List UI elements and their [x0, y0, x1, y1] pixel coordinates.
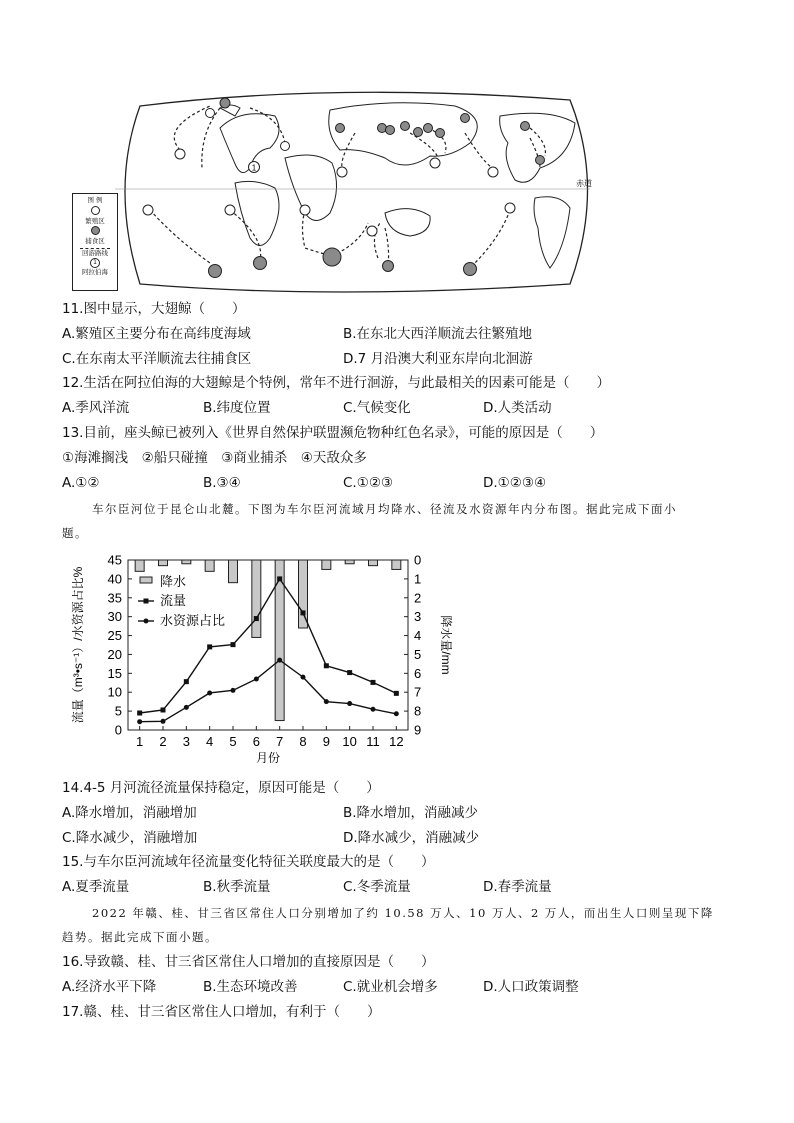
- legend-route: 回游路线: [82, 249, 108, 257]
- x-axis-tick-label: 6: [252, 734, 260, 749]
- precipitation-bar: [392, 560, 401, 569]
- q13-option-a[interactable]: A.①②: [62, 475, 100, 491]
- equator-label: 赤道: [576, 179, 592, 188]
- q14-option-a[interactable]: A.降水增加，消融增加: [62, 805, 197, 821]
- x-axis-tick-label: 2: [159, 734, 167, 749]
- right-axis-tick-label: 2: [414, 590, 422, 606]
- precipitation-bar: [205, 560, 214, 571]
- question-11-stem: 11.图中显示，大翅鲸（ ）: [62, 301, 246, 317]
- river-chart: [62, 548, 462, 776]
- flow-point: [324, 663, 329, 668]
- flow-point: [161, 707, 166, 712]
- q16-option-d[interactable]: D.人口政策调整: [483, 979, 579, 995]
- x-axis-tick-label: 10: [342, 734, 357, 749]
- left-axis-tick-label: 20: [107, 646, 122, 662]
- legend-title: 图 例: [87, 196, 103, 204]
- x-axis-tick-label: 1: [136, 734, 144, 749]
- x-axis-tick-label: 8: [299, 734, 307, 749]
- q12-option-c[interactable]: C.气候变化: [343, 400, 411, 416]
- intro-passage-2: [62, 901, 732, 949]
- precipitation-bar: [229, 560, 238, 583]
- breeding-area-icon: [91, 206, 100, 215]
- water-share-point: [371, 707, 376, 712]
- precipitation-bar: [345, 560, 354, 564]
- water-share-point: [277, 658, 282, 663]
- q12-option-d[interactable]: D.人类活动: [483, 400, 552, 416]
- water-share-point: [394, 711, 399, 716]
- whale-migration-map: [70, 88, 600, 294]
- legend-flow-label: 流量: [160, 593, 187, 608]
- question-17-stem: 17.赣、桂、甘三省区常住人口增加，有利于（ ）: [62, 1004, 381, 1020]
- precipitation-bar: [159, 560, 168, 566]
- flow-point: [254, 616, 259, 621]
- map-legend: [72, 193, 118, 291]
- left-axis-tick-label: 45: [107, 552, 122, 568]
- right-axis-tick-label: 8: [414, 703, 422, 719]
- flow-point: [231, 642, 236, 647]
- q13-option-b[interactable]: B.③④: [203, 475, 241, 491]
- water-share-point: [301, 675, 306, 680]
- right-axis-tick-label: 1: [414, 571, 422, 587]
- left-axis-tick-label: 35: [107, 590, 122, 606]
- x-axis-title: 月份: [255, 751, 281, 765]
- q15-option-d[interactable]: D.春季流量: [483, 879, 552, 895]
- question-12-stem: 12.生活在阿拉伯海的大翅鲸是个特例，常年不进行洄游，与此最相关的因素可能是（ ）: [62, 375, 610, 391]
- q14-option-b[interactable]: B.降水增加，消融减少: [343, 805, 479, 821]
- feeding-area-icon: [91, 226, 100, 235]
- legend-arabian-sea: 阿拉伯海: [82, 268, 108, 276]
- water-share-point: [184, 705, 189, 710]
- q15-option-b[interactable]: B.秋季流量: [203, 879, 271, 895]
- x-axis-tick-label: 11: [366, 734, 380, 749]
- x-axis-tick-label: 7: [276, 734, 284, 749]
- q16-option-b[interactable]: B.生态环境改善: [203, 979, 298, 995]
- precipitation-bar: [322, 560, 331, 569]
- q13-option-d[interactable]: D.①②③④: [483, 475, 547, 491]
- legend-marker-icon: 1: [90, 258, 100, 268]
- water-share-point: [324, 699, 329, 704]
- question-16-stem: 16.导致赣、桂、甘三省区常住人口增加的直接原因是（ ）: [62, 954, 435, 970]
- water-share-point: [254, 677, 259, 682]
- q12-option-a[interactable]: A.季风洋流: [62, 400, 130, 416]
- q16-option-a[interactable]: A.经济水平下降: [62, 979, 157, 995]
- legend-share-label: 水资源占比: [160, 613, 226, 628]
- water-share-point: [231, 688, 236, 693]
- water-share-point: [347, 701, 352, 706]
- x-axis-tick-label: 12: [389, 734, 404, 749]
- question-13-sub: ①海滩搁浅 ②船只碰撞 ③商业捕杀 ④天敌众多: [62, 450, 367, 466]
- q15-option-c[interactable]: C.冬季流量: [343, 879, 411, 895]
- precipitation-bar: [252, 560, 261, 637]
- precipitation-bar: [182, 560, 191, 564]
- q14-option-d[interactable]: D.降水减少，消融减少: [343, 830, 480, 846]
- right-axis-title: 降水量/mm: [439, 615, 453, 675]
- flow-point: [277, 576, 282, 581]
- flow-point: [207, 644, 212, 649]
- q11-option-c[interactable]: C.在东南太平洋顺流去往捕食区: [62, 351, 252, 367]
- arabian-sea-marker-number: 1: [251, 163, 257, 173]
- question-15-stem: 15.与车尔臣河流域年径流量变化特征关联度最大的是（ ）: [62, 854, 435, 870]
- water-share-point: [137, 719, 142, 724]
- flow-point: [137, 711, 142, 716]
- q15-option-a[interactable]: A.夏季流量: [62, 879, 130, 895]
- left-axis-tick-label: 25: [107, 628, 122, 644]
- right-axis-tick-label: 3: [414, 609, 422, 625]
- flow-point: [347, 670, 352, 675]
- right-axis-tick-label: 4: [414, 628, 422, 644]
- right-axis-tick-label: 6: [414, 665, 422, 681]
- flow-point: [394, 691, 399, 696]
- legend-precip-swatch: [140, 577, 152, 583]
- legend-breeding: 繁殖区: [85, 217, 105, 225]
- right-axis-tick-label: 5: [414, 646, 422, 662]
- right-axis-tick-label: 7: [414, 684, 422, 700]
- q13-option-c[interactable]: C.①②③: [343, 475, 394, 491]
- intro-2-line-2: 趋势。据此完成下面小题。: [62, 930, 218, 944]
- q11-option-d[interactable]: D.7 月沿澳大利亚东岸向北洄游: [343, 351, 533, 367]
- left-axis-tick-label: 15: [107, 665, 122, 681]
- q11-option-a[interactable]: A.繁殖区主要分布在高纬度海域: [62, 326, 251, 342]
- intro-1-line-1: 车尔臣河位于昆仑山北麓。下图为车尔臣河流域月均降水、径流及水资源年内分布图。据此完成下面小: [92, 502, 677, 516]
- q16-option-c[interactable]: C.就业机会增多: [343, 979, 438, 995]
- left-axis-tick-label: 0: [114, 722, 122, 738]
- flow-point: [184, 679, 189, 684]
- intro-1-line-2: 题。: [62, 526, 88, 540]
- x-axis-tick-label: 5: [229, 734, 237, 749]
- intro-2-line-1: 2022 年赣、桂、甘三省区常住人口分别增加了约 10.58 万人、10 万人、2 万人，而出生人口则呈现下降: [92, 906, 714, 920]
- question-13-stem: 13.目前，座头鲸已被列入《世界自然保护联盟濒危物种红色名录》，可能的原因是（ ）: [62, 425, 604, 441]
- q14-option-c[interactable]: C.降水减少，消融增加: [62, 830, 198, 846]
- left-axis-title: 流量（m³•s⁻¹）/水资源占比%: [71, 566, 85, 724]
- x-axis-tick-label: 9: [322, 734, 330, 749]
- right-axis-tick-label: 0: [414, 552, 422, 568]
- water-share-point: [207, 690, 212, 695]
- x-axis-tick-label: 3: [182, 734, 190, 749]
- precipitation-bar: [135, 560, 144, 571]
- water-share-point: [161, 719, 166, 724]
- left-axis-tick-label: 5: [114, 703, 122, 719]
- legend-flow-marker: [144, 599, 149, 604]
- q12-option-b[interactable]: B.纬度位置: [203, 400, 271, 416]
- river-chart-svg: [62, 548, 462, 776]
- left-axis-tick-label: 30: [107, 609, 122, 625]
- right-axis-tick-label: 9: [414, 722, 422, 738]
- precipitation-bar: [299, 560, 308, 628]
- x-axis-tick-label: 4: [206, 734, 214, 749]
- left-axis-tick-label: 40: [107, 571, 122, 587]
- flow-point: [371, 680, 376, 685]
- legend-feeding: 捕食区: [85, 237, 105, 245]
- precipitation-bar: [369, 560, 378, 566]
- q11-option-b[interactable]: B.在东北大西洋顺流去往繁殖地: [343, 326, 533, 342]
- legend-share-marker: [144, 619, 149, 624]
- map-graphic: [70, 88, 600, 294]
- left-axis-tick-label: 10: [107, 684, 122, 700]
- intro-passage-1: [62, 497, 732, 545]
- legend-precip-label: 降水: [160, 574, 187, 589]
- flow-point: [301, 610, 306, 615]
- question-14-stem: 14.4-5 月河流径流量保持稳定，原因可能是（ ）: [62, 780, 380, 796]
